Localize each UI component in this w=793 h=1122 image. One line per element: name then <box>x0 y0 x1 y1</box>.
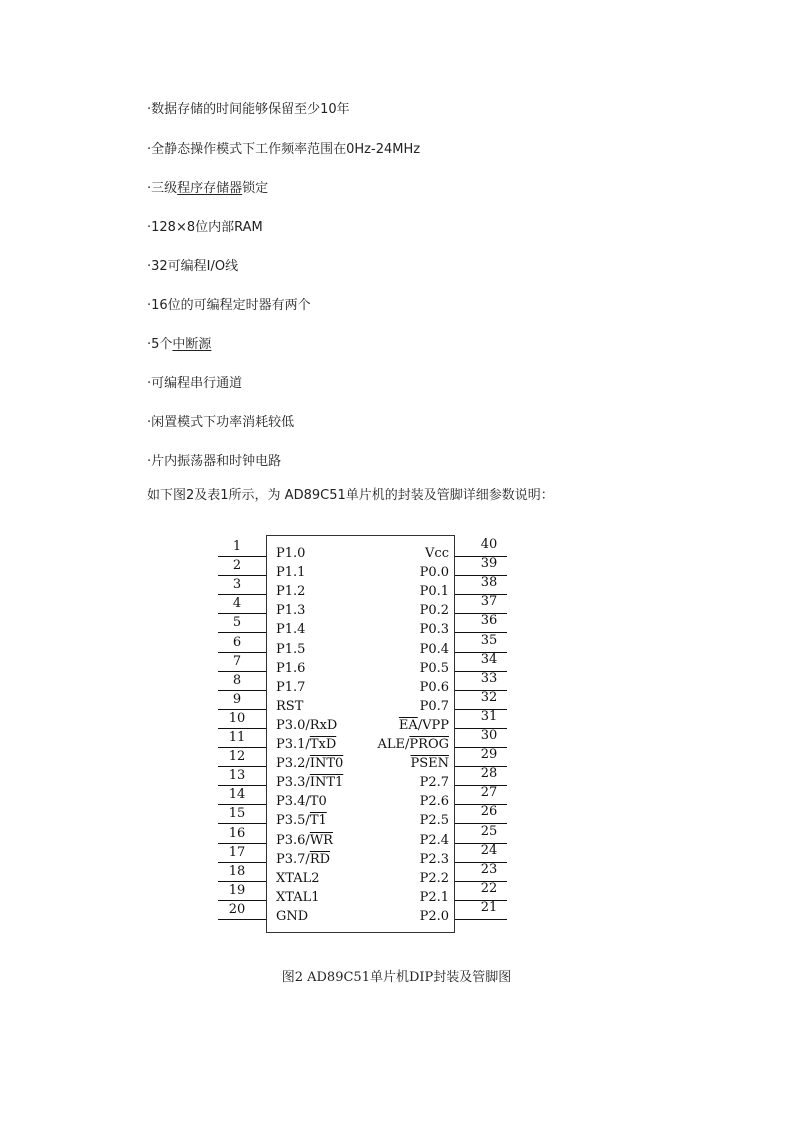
pin-lead <box>455 919 507 920</box>
pin-label-part: P3.6/ <box>276 833 310 848</box>
bullet-dot: · <box>147 102 152 117</box>
pin-label <box>378 737 449 753</box>
pin-number: 38 <box>480 575 498 590</box>
pin-label-part: P1.0 <box>276 546 306 561</box>
pin-label-part: P3.1/ <box>276 737 310 752</box>
feature-text: 闲置模式下功率消耗较低 <box>151 415 295 430</box>
pin-number: 35 <box>480 633 498 648</box>
pin-label-overline: $\overline{WR}$ <box>309 833 333 848</box>
feature-text: 16位的可编程定时器有两个 <box>151 298 311 313</box>
pin-lead <box>218 747 266 748</box>
pin-label <box>420 661 449 677</box>
pin-label <box>399 718 449 734</box>
pin-lead <box>218 652 266 653</box>
pin-number: 11 <box>228 730 246 745</box>
pin-label <box>420 794 449 810</box>
feature-text: 32可编程I/O线 <box>151 259 239 274</box>
pin-label-part: /VPP <box>417 718 449 733</box>
pin-label <box>420 622 449 638</box>
bullet-dot: · <box>147 376 152 391</box>
pin-number: 30 <box>480 728 498 743</box>
pin-label-part: P3.3/ <box>276 775 310 790</box>
pin-number: 34 <box>480 652 498 667</box>
pin-label <box>425 546 449 562</box>
pin-label-part: P1.3 <box>276 603 306 618</box>
pin-label <box>420 852 449 868</box>
pin-label <box>420 833 449 849</box>
pin-lead <box>218 556 266 557</box>
feature-item <box>147 219 263 237</box>
pin-label-part: P0.7 <box>419 699 449 714</box>
bullet-dot: · <box>147 259 152 274</box>
pin-label <box>420 603 449 619</box>
pin-label <box>420 909 449 925</box>
pin-lead <box>218 785 266 786</box>
pin-label-part: P2.6 <box>419 794 449 809</box>
pin-label <box>276 680 305 696</box>
pin-number: 21 <box>480 900 498 915</box>
pin-label <box>276 661 305 677</box>
pin-label-overline: $\overline{TxD}$ <box>309 737 337 752</box>
pin-number: 9 <box>232 692 242 707</box>
pin-label <box>276 756 343 772</box>
bullet-dot: · <box>147 298 152 313</box>
pin-label-part: P0.6 <box>419 680 449 695</box>
bullet-dot: · <box>147 142 152 157</box>
pin-number: 33 <box>480 671 498 686</box>
pin-number: 40 <box>480 537 498 552</box>
pin-label <box>276 833 333 849</box>
pin-label <box>276 642 305 658</box>
pin-label-overline: $\overline{EA}$ <box>398 718 418 733</box>
bullet-dot: · <box>147 454 152 469</box>
pin-label <box>276 718 337 734</box>
feature-item <box>147 180 268 198</box>
pin-lead <box>218 575 266 576</box>
pin-label <box>420 775 449 791</box>
pin-label-part: P2.0 <box>419 909 449 924</box>
bullet-dot: · <box>147 181 152 196</box>
pin-label-part: XTAL2 <box>276 871 320 886</box>
pin-number: 19 <box>228 883 246 898</box>
pin-label <box>276 794 327 810</box>
pin-number: 2 <box>232 558 242 573</box>
pin-lead <box>218 613 266 614</box>
pin-number: 24 <box>480 843 498 858</box>
pin-label <box>276 565 305 581</box>
feature-text: 可编程串行通道 <box>151 376 243 391</box>
pin-number: 31 <box>480 709 498 724</box>
pin-lead <box>218 862 266 863</box>
pin-label-part: P1.5 <box>276 642 306 657</box>
pin-number: 8 <box>232 673 242 688</box>
pin-label <box>420 699 449 715</box>
pin-label-part: P2.1 <box>419 890 449 905</box>
pin-number: 18 <box>228 864 246 879</box>
pin-label <box>420 813 449 829</box>
pin-label-part: P2.3 <box>419 852 449 867</box>
feature-item <box>147 453 281 471</box>
pin-number: 39 <box>480 556 498 571</box>
pin-label-part: P1.7 <box>276 680 306 695</box>
pin-label-part: P0.4 <box>419 642 449 657</box>
pin-label <box>420 871 449 887</box>
pin-number: 6 <box>232 635 242 650</box>
pin-lead <box>218 919 266 920</box>
pin-label-part: P0.3 <box>419 622 449 637</box>
feature-text-tail: 锁定 <box>242 181 269 196</box>
pin-number: 15 <box>228 806 246 821</box>
pin-number: 10 <box>228 711 246 726</box>
pin-number: 29 <box>480 747 498 762</box>
feature-item <box>147 336 211 354</box>
pin-label-part: P0.0 <box>419 565 449 580</box>
pin-label-overline: $\overline{RD}$ <box>309 852 331 867</box>
pin-number: 12 <box>228 749 246 764</box>
pin-label-overline: PSEN <box>410 756 449 771</box>
pin-number: 26 <box>480 804 498 819</box>
pin-number: 37 <box>480 594 498 609</box>
pin-number: 20 <box>228 902 246 917</box>
pin-label-part: XTAL1 <box>276 890 320 905</box>
figure-caption: 图2 AD89C51单片机DIP封装及管脚图 <box>281 970 512 985</box>
pin-lead <box>218 823 266 824</box>
pin-lead <box>218 671 266 672</box>
pin-number: 27 <box>480 785 498 800</box>
bullet-dot: · <box>147 337 152 352</box>
pin-label-part: P1.1 <box>276 565 306 580</box>
pin-label <box>276 813 327 829</box>
pin-lead <box>218 881 266 882</box>
pin-number: 7 <box>232 654 242 669</box>
pin-label <box>276 775 343 791</box>
pin-label-part: P1.4 <box>276 622 306 637</box>
pin-lead <box>218 690 266 691</box>
pin-number: 14 <box>228 787 246 802</box>
pin-number: 17 <box>228 845 246 860</box>
pin-number: 1 <box>232 539 242 554</box>
feature-text: 三级 <box>151 181 178 196</box>
pin-label-overline: PROG <box>409 737 449 752</box>
pin-label-part: P2.5 <box>419 813 449 828</box>
pin-label-part: P2.7 <box>419 775 449 790</box>
pin-label <box>276 890 320 906</box>
pin-label <box>420 565 449 581</box>
feature-text: 全静态操作模式下工作频率范围在0Hz-24MHz <box>151 142 421 157</box>
pin-label-part: P3.5/ <box>276 813 310 828</box>
pin-label-part: P1.6 <box>276 661 306 676</box>
intro-paragraph: 如下图2及表1所示，为 AD89C51单片机的封装及管脚详细参数说明： <box>147 488 554 503</box>
pin-label-part: P3.2/ <box>276 756 310 771</box>
feature-item <box>147 414 294 432</box>
pin-lead <box>218 709 266 710</box>
pin-lead <box>218 900 266 901</box>
pin-number: 25 <box>480 824 498 839</box>
pin-label <box>276 737 336 753</box>
pin-label-part: P2.4 <box>419 833 449 848</box>
pin-label <box>410 756 449 772</box>
pin-label <box>276 852 330 868</box>
pin-lead <box>218 804 266 805</box>
pin-label-part: Vcc <box>425 546 449 561</box>
pin-number: 5 <box>232 615 242 630</box>
pin-number: 3 <box>232 577 242 592</box>
pin-label <box>276 603 305 619</box>
feature-item <box>147 258 238 276</box>
pin-number: 13 <box>228 768 246 783</box>
pin-lead <box>218 594 266 595</box>
pin-label <box>420 680 449 696</box>
pin-label-part: P3.7/ <box>276 852 310 867</box>
feature-item <box>147 375 242 393</box>
pin-label <box>276 546 305 562</box>
pin-label <box>420 584 449 600</box>
feature-item <box>147 141 420 159</box>
pin-label-part: RST <box>276 699 304 714</box>
pin-label-part: ALE/ <box>377 737 410 752</box>
pin-number: 28 <box>480 766 498 781</box>
pin-number: 16 <box>228 826 246 841</box>
pin-number: 32 <box>480 690 498 705</box>
pin-label-part: P0.1 <box>419 584 449 599</box>
feature-text: 数据存储的时间能够保留至少10年 <box>151 102 350 117</box>
pin-lead <box>218 632 266 633</box>
feature-item <box>147 297 311 315</box>
pin-label <box>420 642 449 658</box>
pin-label-part: P3.0/RxD <box>276 718 338 733</box>
pin-label <box>276 622 305 638</box>
pin-label <box>276 699 303 715</box>
pin-label-part: P0.2 <box>419 603 449 618</box>
feature-link-text: 程序存储器 <box>177 181 243 196</box>
pin-label-overline: INT0 <box>309 756 344 771</box>
pin-label-part: P1.2 <box>276 584 306 599</box>
pin-label <box>276 584 305 600</box>
pin-number: 23 <box>480 862 498 877</box>
feature-text: 5个 <box>151 337 173 352</box>
pin-label <box>276 909 308 925</box>
pin-label-overline: T1 <box>309 813 327 828</box>
feature-text: 128×8位内部RAM <box>151 220 263 235</box>
bullet-dot: · <box>147 220 152 235</box>
pin-label-part: P2.2 <box>419 871 449 886</box>
pin-number: 36 <box>480 613 498 628</box>
pin-label-part: GND <box>276 909 309 924</box>
pin-label-overline: INT1 <box>309 775 344 790</box>
pin-label <box>420 890 449 906</box>
pin-label-part: P3.4/T0 <box>276 794 327 809</box>
pin-lead <box>218 728 266 729</box>
bullet-dot: · <box>147 415 152 430</box>
pin-lead <box>218 766 266 767</box>
feature-text: 片内振荡器和时钟电路 <box>151 454 282 469</box>
pin-label-part: P0.5 <box>419 661 449 676</box>
feature-link-text: 中断源 <box>172 337 212 352</box>
pin-number: 22 <box>480 881 498 896</box>
pin-label <box>276 871 320 887</box>
pin-lead <box>218 843 266 844</box>
pin-number: 4 <box>232 596 242 611</box>
feature-item <box>147 101 350 119</box>
